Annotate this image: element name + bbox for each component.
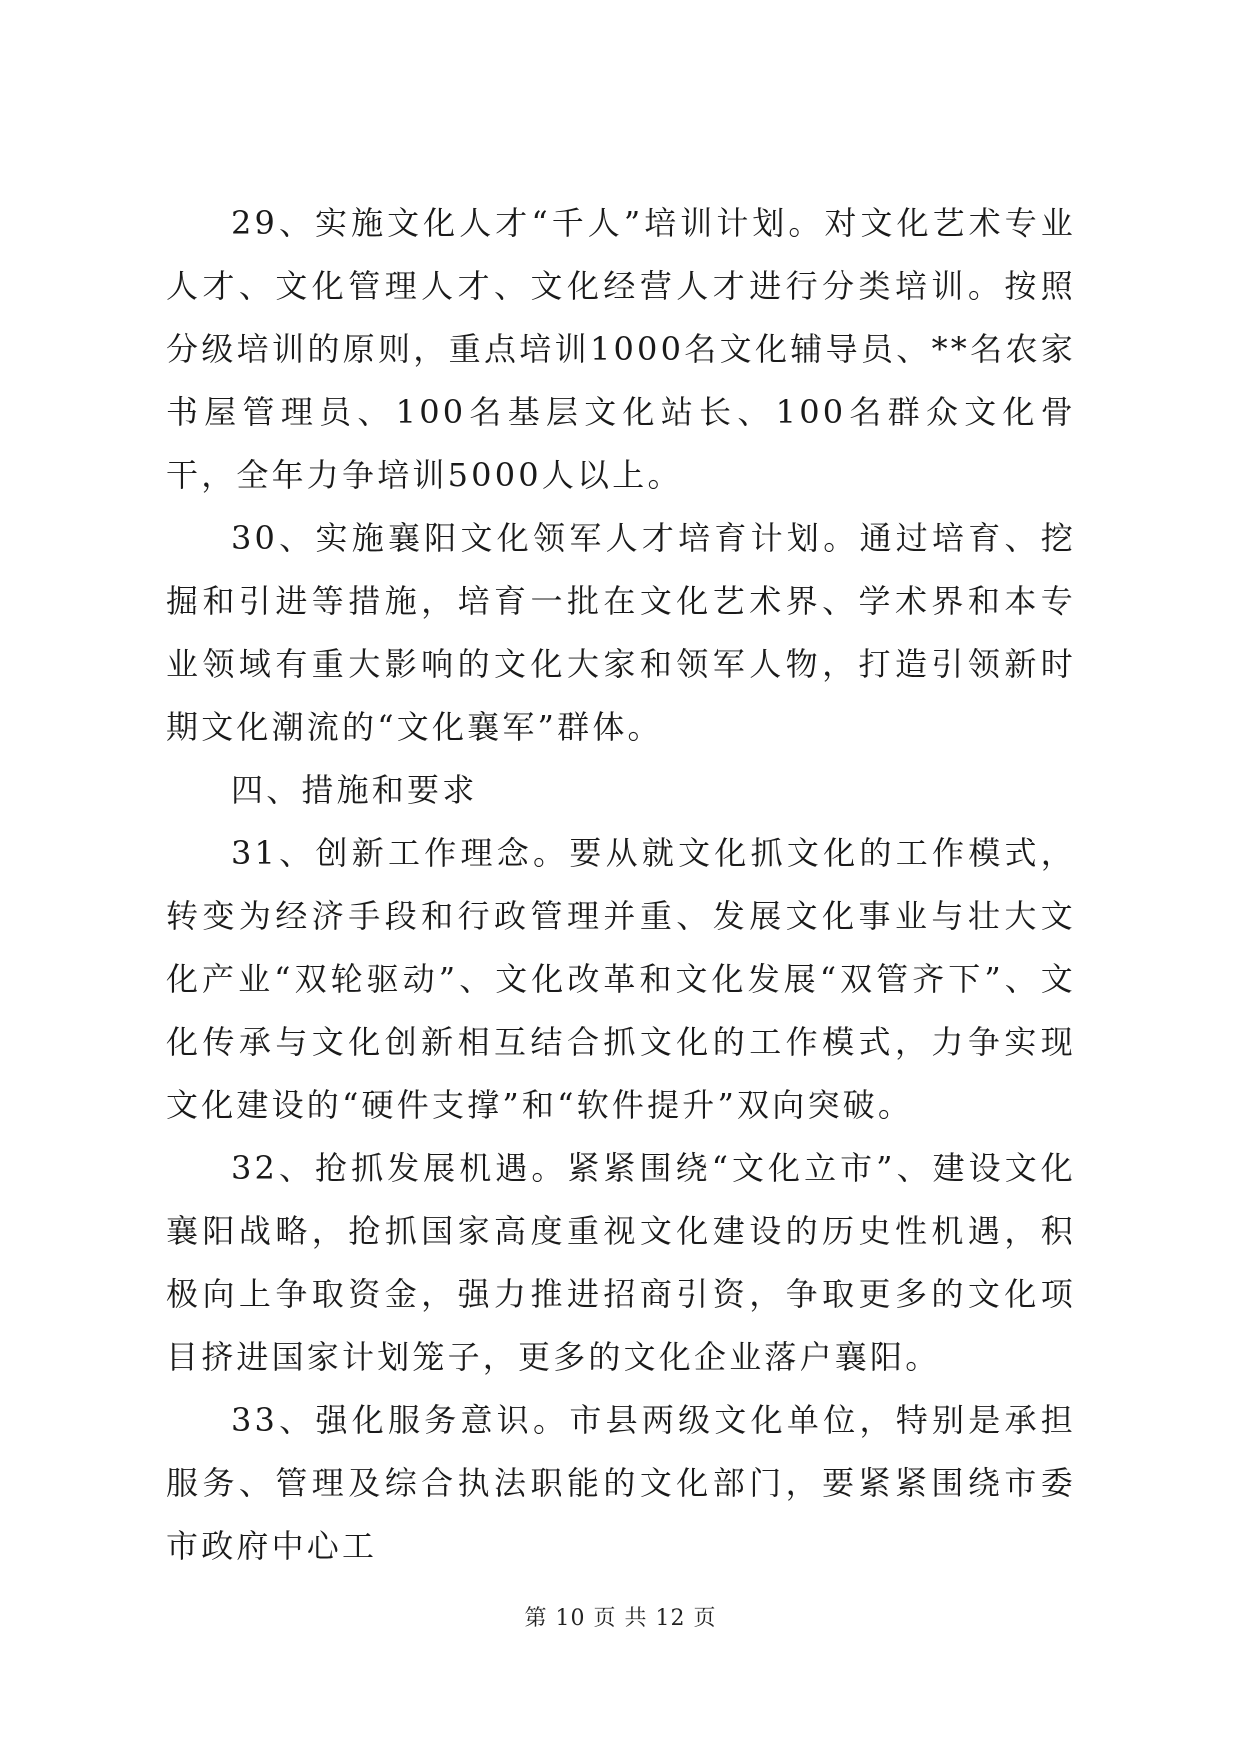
paragraph-33: 33、强化服务意识。市县两级文化单位，特别是承担服务、管理及综合执法职能的文化部门，要紧紧围绕市委市政府中心工	[166, 1401, 1076, 1565]
document-body	[166, 192, 1076, 1578]
page-number-label: 第 10 页 共 12 页	[524, 1606, 717, 1631]
paragraph-30: 30、实施襄阳文化领军人才培育计划。通过培育、挖掘和引进等措施，培育一批在文化艺术界、学术界和本专业领域有重大影响的文化大家和领军人物，打造引领新时期文化潮流的“文化襄军”群体。	[166, 519, 1076, 746]
section-heading-measures: 四、措施和要求	[231, 771, 478, 809]
paragraph-31: 31、创新工作理念。要从就文化抓文化的工作模式，转变为经济手段和行政管理并重、发展文化事业与壮大文化产业“双轮驱动”、文化改革和文化发展“双管齐下”、文化传承与文化创新相互结合抓文化的工作模式，力争实现文化建设的“硬件支撑”和“软件提升”双向突破。	[166, 834, 1076, 1124]
paragraph-29: 29、实施文化人才“千人”培训计划。对文化艺术专业人才、文化管理人才、文化经营人才进行分类培训。按照分级培训的原则，重点培训1000名文化辅导员、**名农家书屋管理员、100名基层文化站长、100名群众文化骨干，全年力争培训5000人以上。	[166, 204, 1076, 494]
paragraph-32: 32、抢抓发展机遇。紧紧围绕“文化立市”、建设文化襄阳战略，抢抓国家高度重视文化建设的历史性机遇，积极向上争取资金，强力推进招商引资，争取更多的文化项目挤进国家计划笼子，更多的文化企业落户襄阳。	[166, 1149, 1076, 1376]
page-footer	[0, 1604, 1241, 1634]
